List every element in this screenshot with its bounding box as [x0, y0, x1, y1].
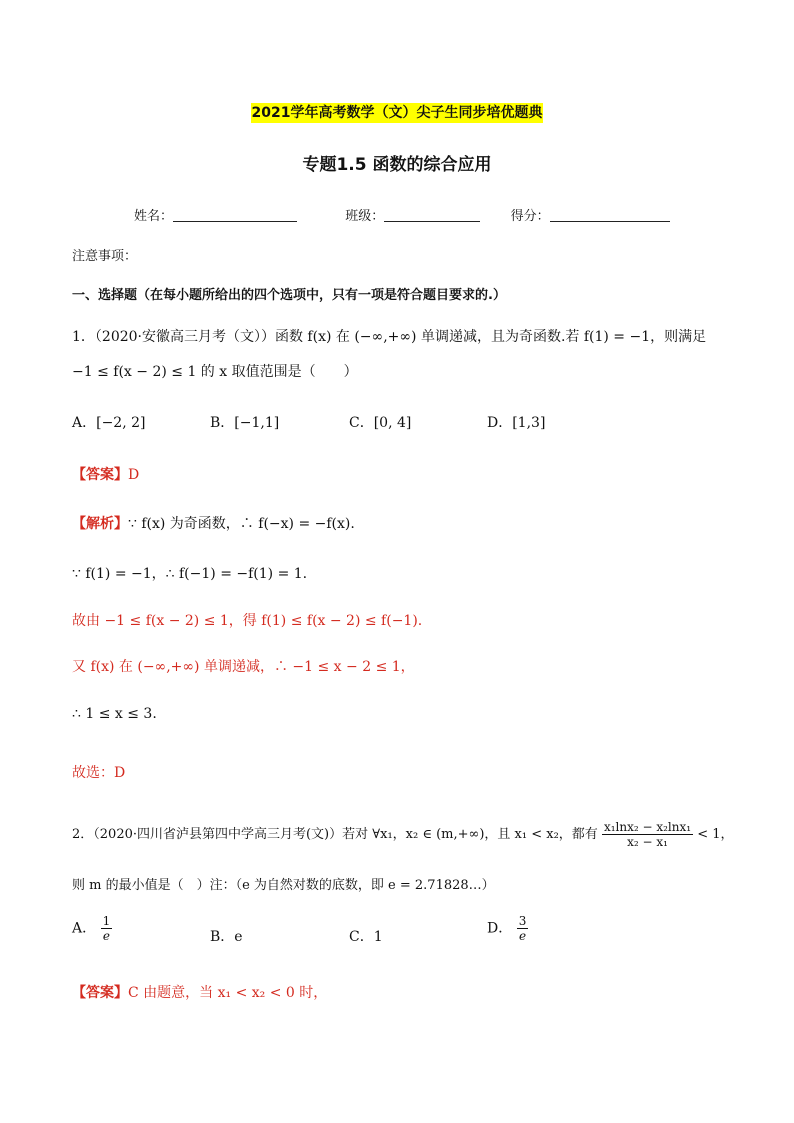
- topic-title: 专题1.5 函数的综合应用: [302, 155, 492, 175]
- score-label: 得分：: [510, 209, 550, 224]
- q1-analysis-step-5: ∴ 1 ≤ x ≤ 3.: [72, 706, 157, 722]
- q1-line1: 1．（2020·安徽高三月考（文））函数 f(x) 在 (−∞,+∞) 单调递减，且为奇函数.若 f(1) = −1，则满足: [72, 329, 707, 345]
- notes-label: 注意事项：: [72, 249, 138, 264]
- q2-line2: 则 m 的最小值是（ ）注：（e 为自然对数的底数，即 e = 2.71828…）: [72, 878, 495, 893]
- q2-answer: [72, 982, 327, 1002]
- q2-option-a-fraction: [101, 914, 113, 943]
- header-title: [0, 102, 794, 122]
- student-info-row: [134, 205, 670, 224]
- q2-option-d: [487, 914, 528, 943]
- q1-analysis-step-2: ∵ f(1) = −1，∴ f(−1) = −f(1) = 1.: [72, 566, 308, 582]
- q1-answer: [72, 464, 139, 484]
- q1-step-1-text: ∵ f(x) 为奇函数，∴ f(−x) = −f(x).: [128, 516, 355, 532]
- q2-fraction-numerator: x₁lnx₂ − x₂lnx₁: [603, 820, 692, 834]
- class-label: 班级：: [345, 209, 385, 224]
- q2-line1: [72, 820, 734, 849]
- q2-option-a-label: A．: [72, 920, 97, 937]
- header-title-text: 2021学年高考数学（文）尖子生同步培优题典: [251, 105, 543, 121]
- q1-analysis-step-4: 又 f(x) 在 (−∞,+∞) 单调递减，∴ −1 ≤ x − 2 ≤ 1，: [72, 659, 415, 675]
- q2-option-d-fraction: [517, 914, 529, 943]
- q1-analysis-step-1: [72, 513, 355, 533]
- q2-option-d-num: 3: [518, 914, 527, 928]
- q1-option-a: A．[−2, 2]: [72, 415, 146, 431]
- q2-option-a: [72, 914, 112, 943]
- q1-analysis-step-3: 故由 −1 ≤ f(x − 2) ≤ 1，得 f(1) ≤ f(x − 2) ≤ f(−1).: [72, 613, 423, 629]
- q2-fraction-denominator: x₂ − x₁: [627, 835, 668, 849]
- name-label: 姓名：: [134, 209, 174, 224]
- q1-option-c: C．[0, 4]: [349, 415, 412, 431]
- q1-option-b: B．[−1,1]: [210, 415, 280, 431]
- q1-analysis-label: 【解析】: [72, 516, 128, 532]
- q1-answer-value: D: [128, 467, 140, 483]
- q2-option-a-den: e: [102, 929, 110, 943]
- q2-answer-text: C 由题意，当 x₁ < x₂ < 0 时，: [128, 985, 328, 1001]
- q1-analysis-step-6: 故选：D: [72, 765, 126, 781]
- q2-option-a-num: 1: [102, 914, 111, 928]
- name-blank[interactable]: [173, 207, 297, 222]
- q1-line2: −1 ≤ f(x − 2) ≤ 1 的 x 取值范围是（ ）: [72, 364, 358, 380]
- q2-option-d-label: D．: [487, 920, 513, 937]
- score-blank[interactable]: [550, 207, 670, 222]
- section-title: 一、选择题（在每小题所给出的四个选项中，只有一项是符合题目要求的.）: [72, 288, 506, 303]
- class-blank[interactable]: [384, 207, 480, 222]
- q2-line1-suffix: < 1，: [697, 827, 734, 842]
- q1-answer-label: 【答案】: [72, 467, 128, 483]
- q2-answer-label: 【答案】: [72, 985, 128, 1001]
- q2-option-c: C．1: [349, 929, 383, 945]
- q2-option-d-den: e: [518, 929, 527, 943]
- q2-fraction: [602, 820, 693, 849]
- q2-option-b: B．e: [210, 929, 243, 945]
- q2-line1-prefix: 2．（2020·四川省泸县第四中学高三月考(文)）若对 ∀x₁，x₂ ∈ (m,+∞)，且 x₁ < x₂，都有: [72, 827, 598, 842]
- q1-option-d: D．[1,3]: [487, 415, 546, 431]
